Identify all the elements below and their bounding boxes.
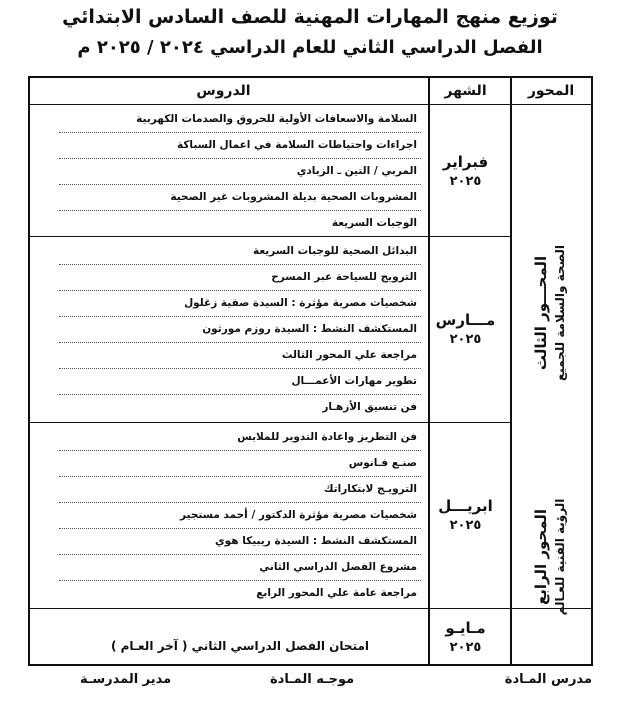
axis-title: المحـــور الثالث (532, 255, 550, 371)
axis-subtitle: الرؤية الفنية للعـالم (553, 498, 567, 616)
month-name: ابريـــل (438, 497, 493, 515)
lesson-row: اجراءات واحتياطات السلامة في اعمال السباكة (176, 139, 417, 151)
document-title: توزيع منهج المهارات المهنية للصف السادس الابتدائي (62, 6, 558, 28)
group-divider (30, 608, 591, 609)
lesson-row: شخصيات مصرية مؤثرة : السيدة صفية زغلول (184, 297, 417, 309)
lesson-row: تطوير مهارات الأعمـــال (291, 375, 417, 387)
month-name: مـايـو (445, 619, 486, 637)
lesson-row: المربي / التين ـ الزبادي (296, 165, 417, 177)
exam-row: امتحان الفصل الدراسي الثاني ( آخر العـام ) (110, 639, 370, 653)
month-april (422, 496, 509, 536)
lesson-row: صنـع فـانوس (348, 457, 417, 469)
lesson-row: الترويـج لابتكاراتك (323, 483, 417, 495)
lesson-row: المستكشف النشط : السيدة ريبيكا هوي (215, 535, 417, 547)
signature-supervisor: موجـه المـادة (270, 672, 355, 687)
header-month: الشهر (444, 83, 487, 99)
signature-teacher: مدرس المـادة (504, 672, 592, 687)
curriculum-table (28, 76, 593, 666)
header-divider (30, 104, 591, 105)
month-year: ٢٠٢٥ (449, 174, 482, 189)
header-lessons: الدروس (196, 83, 251, 99)
month-name: فبراير (442, 153, 489, 171)
month-may (422, 618, 509, 658)
month-march (422, 310, 509, 350)
month-year: ٢٠٢٥ (449, 640, 482, 655)
lesson-row: شخصيات مصرية مؤثرة الدكتور / أحمد مستجير (180, 509, 417, 521)
lesson-row: المشروبات الصحية بديلة المشروبات غير الصحية (170, 191, 417, 203)
lesson-row: الوجبات السريعة (331, 217, 417, 229)
axis-three-text (531, 245, 569, 381)
lesson-row: فن تنسيق الأزهـار (322, 401, 417, 413)
month-february (422, 152, 509, 192)
month-year: ٢٠٢٥ (449, 518, 482, 533)
axis-title: المحور الرابع (532, 508, 550, 606)
month-year: ٢٠٢٥ (449, 332, 482, 347)
lesson-row: الترويج للسياحة عبر المسرح (271, 271, 417, 283)
group-divider (30, 422, 510, 423)
lesson-row: السلامة والاسعافات الأولية للحروق والصدمات الكهربية (136, 113, 417, 125)
lesson-row: مراجعة عامة علي المحور الرابع (256, 587, 417, 599)
lesson-row: فن التطريز واعادة التدوير للملابس (237, 431, 417, 443)
axis-four (510, 482, 590, 632)
lesson-row: مشروع الفصل الدراسي الثاني (259, 561, 417, 573)
axis-three (510, 238, 590, 388)
lesson-row: مراجعة علي المحور الثالث (281, 349, 417, 361)
axis-four-text (531, 499, 569, 616)
axis-subtitle: الصحة والسلامة للجميع (553, 244, 567, 382)
signature-principal: مدير المدرسـة (80, 672, 172, 687)
lesson-row: البدائل الصحية للوجبات السريعة (252, 245, 417, 257)
lesson-row: المستكشف النشط : السيدة روزم مورثون (202, 323, 417, 335)
month-name: مـــارس (435, 311, 496, 329)
group-divider (30, 236, 510, 237)
document-subtitle: الفصل الدراسي الثاني للعام الدراسي ٢٠٢٤ / ٢٠٢٥ م (77, 37, 543, 58)
header-axis: المحور (527, 83, 575, 99)
